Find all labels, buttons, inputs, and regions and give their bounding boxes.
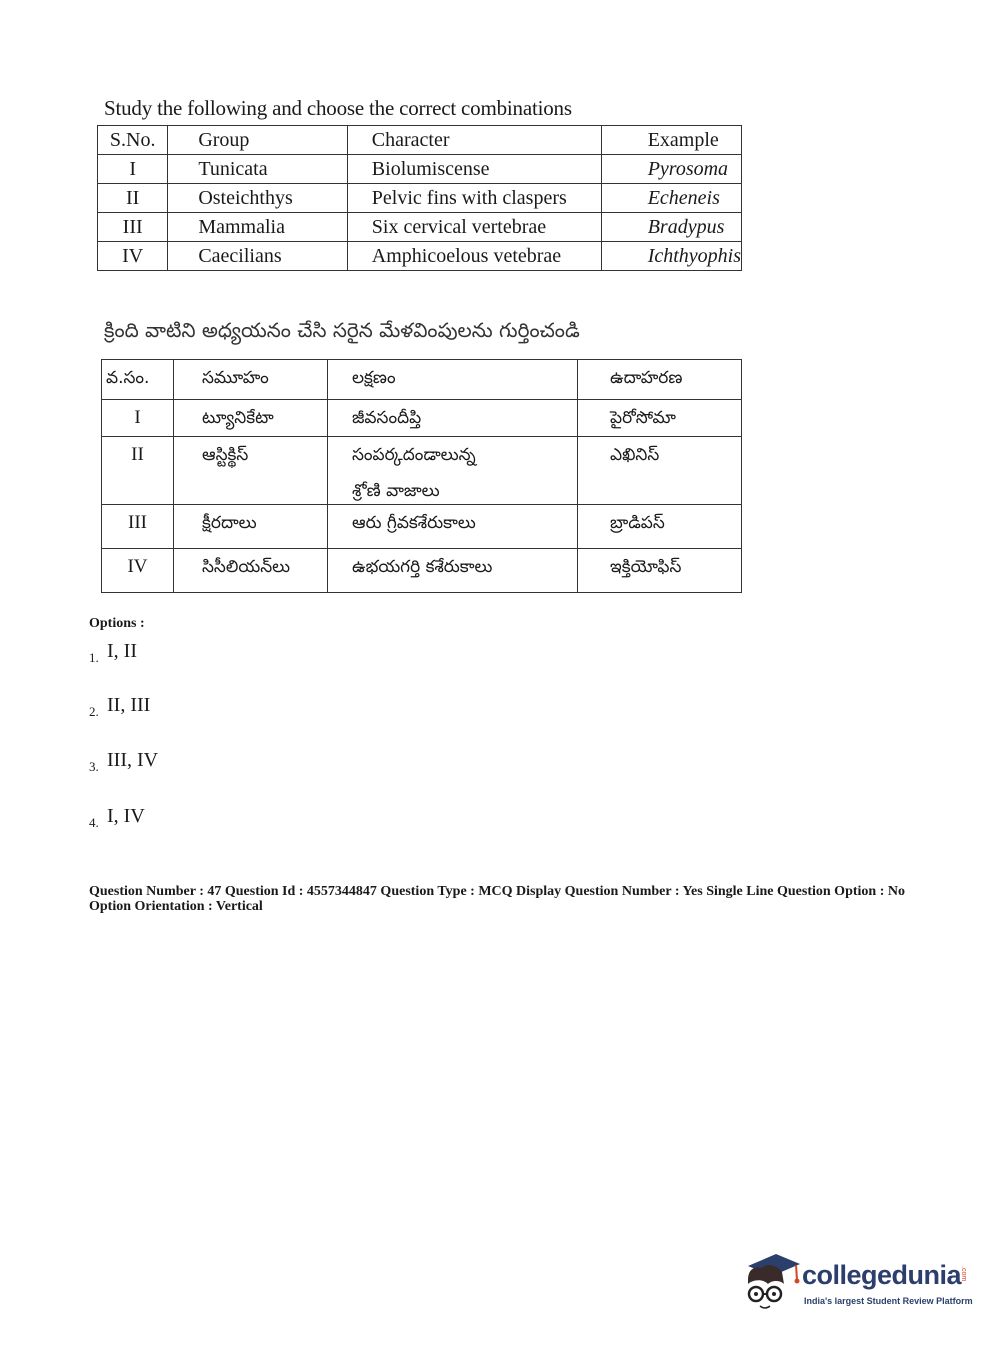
question-title-en: Study the following and choose the correct combinations	[104, 96, 572, 120]
cell-sno: II	[102, 437, 174, 505]
collegedunia-logo	[742, 1250, 972, 1316]
table-row	[98, 155, 742, 184]
header-character: లక్షణం	[328, 360, 578, 400]
header-character: Character	[347, 126, 601, 155]
table-row	[102, 505, 742, 549]
option-number: 3.	[89, 759, 99, 774]
question-metadata: Question Number : 47 Question Id : 4557344847 Question Type : MCQ Display Question Number : Yes Single Line Question Option : No Option Orientation : Vertical	[89, 884, 905, 914]
cell-character: ఉభయగర్తి కశేరుకాలు	[328, 549, 578, 593]
cell-sno: IV	[98, 242, 168, 271]
question-table-en	[97, 125, 742, 271]
cell-character: Six cervical vertebrae	[347, 213, 601, 242]
option-number: 2.	[89, 704, 99, 719]
table-header-row	[98, 126, 742, 155]
question-table-te	[101, 359, 742, 593]
cell-example: పైరోసోమా	[578, 400, 742, 437]
cell-character-line2: శ్రోణి వాజాలు	[352, 481, 440, 501]
option-text: I, II	[107, 640, 137, 662]
logo-tagline: India's largest Student Review Platform	[804, 1296, 973, 1306]
options-label: Options :	[89, 616, 145, 631]
cell-sno: II	[98, 184, 168, 213]
header-example: Example	[601, 126, 741, 155]
cell-sno: III	[98, 213, 168, 242]
option-text: II, III	[107, 694, 151, 716]
cell-character: జీవసందీప్తి	[328, 400, 578, 437]
header-sno: S.No.	[98, 126, 168, 155]
option-number: 1.	[89, 650, 99, 665]
header-group: Group	[168, 126, 347, 155]
cell-character-line1: సంపర్కదండాలున్న	[352, 445, 476, 465]
logo-wordmark: collegedunia	[802, 1260, 962, 1290]
table-row	[98, 213, 742, 242]
cell-sno: III	[102, 505, 174, 549]
header-example: ఉదాహరణ	[578, 360, 742, 400]
cell-group: ఆస్టిక్థిస్	[174, 437, 328, 505]
cell-example: ఇక్తియోఫిస్	[578, 549, 742, 593]
table-row	[102, 549, 742, 593]
cell-group: ట్యూనికేటా	[174, 400, 328, 437]
cell-sno: IV	[102, 549, 174, 593]
header-sno: వ.సం.	[102, 360, 174, 400]
logo-domain: .com	[960, 1266, 967, 1282]
cell-character: Amphicoelous vetebrae	[347, 242, 601, 271]
table-row	[102, 437, 742, 505]
cell-sno: I	[98, 155, 168, 184]
mascot-icon	[742, 1250, 802, 1316]
cell-group: Osteichthys	[168, 184, 347, 213]
cell-sno: I	[102, 400, 174, 437]
cell-example: Ichthyophis	[601, 242, 741, 271]
cell-example: ఎఖినిస్	[578, 437, 742, 505]
table-row	[98, 242, 742, 271]
cell-character	[328, 437, 578, 505]
cell-group: క్షీరదాలు	[174, 505, 328, 549]
cell-group: Mammalia	[168, 213, 347, 242]
cell-character: Pelvic fins with claspers	[347, 184, 601, 213]
table-row	[98, 184, 742, 213]
cell-example: Bradypus	[601, 213, 741, 242]
option-text: III, IV	[107, 749, 159, 771]
cell-group: Tunicata	[168, 155, 347, 184]
option-text: I, IV	[107, 805, 145, 827]
header-group: సమూహం	[174, 360, 328, 400]
cell-example: బ్రాడిపస్	[578, 505, 742, 549]
cell-character: ఆరు గ్రీవకశేరుకాలు	[328, 505, 578, 549]
question-title-te: క్రింది వాటిని అధ్యయనం చేసి సరైన మేళవింపులను గుర్తించండి	[104, 318, 580, 342]
cell-character: Biolumiscense	[347, 155, 601, 184]
table-header-row	[102, 360, 742, 400]
cell-example: Echeneis	[601, 184, 741, 213]
cell-example: Pyrosoma	[601, 155, 741, 184]
cell-group: Caecilians	[168, 242, 347, 271]
table-row	[102, 400, 742, 437]
option-number: 4.	[89, 815, 99, 830]
cell-group: సిసీలియన్‌లు	[174, 549, 328, 593]
